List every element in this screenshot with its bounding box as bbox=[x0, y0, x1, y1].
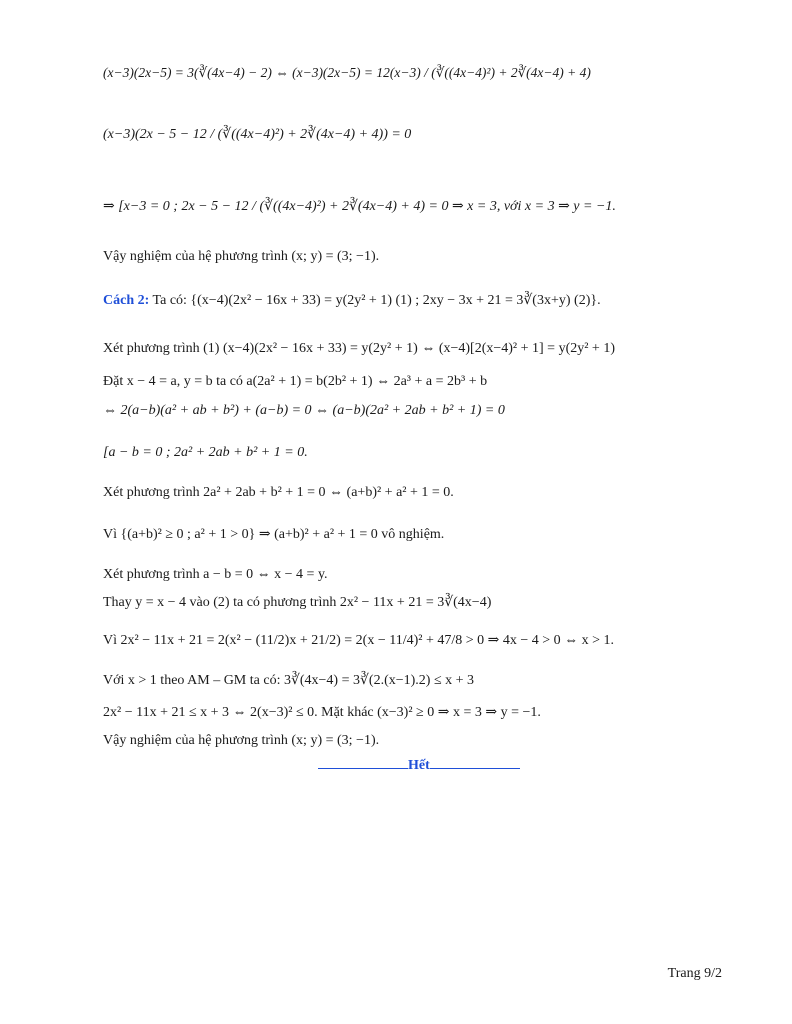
positivity-line: Vì 2x² − 11x + 21 = 2(x² − (11/2)x + 21/2) = 2(x − 11/4)² + 47/8 > 0 ⇒ 4x − 4 > 0 ⇔ x > 1. bbox=[103, 633, 615, 648]
no-solution-line: Vì {(a+b)² ≥ 0 ; a² + 1 > 0} ⇒ (a+b)² + a² + 1 = 0 vô nghiệm. bbox=[103, 527, 445, 542]
method-2-system: Ta có: {(x−4)(2x² − 16x + 33) = y(2y² + 1) (1) ; 2xy − 3x + 21 = 3∛(3x+y) (2)}. bbox=[152, 293, 601, 308]
am-gm-line: Với x > 1 theo AM – GM ta có: 3∛(4x−4) = 3∛(2.(x−1).2) ≤ x + 3 bbox=[103, 673, 475, 688]
method-2-label: Cách 2: bbox=[103, 293, 150, 308]
substitute-y-line: Thay y = x − 4 vào (2) ta có phương trình 2x² − 11x + 21 = 3∛(4x−4) bbox=[103, 595, 492, 610]
equation-line-6: Xét phương trình 2a² + 2ab + b² + 1 = 0 ⇔ (a+b)² + a² + 1 = 0. bbox=[103, 485, 454, 500]
equation-line-4: Xét phương trình (1) (x−4)(2x² − 16x + 33) = y(2y² + 1) ⇔ (x−4)[2(x−4)² + 1] = y(2y² + 1) bbox=[103, 341, 615, 356]
end-rule-right bbox=[430, 768, 520, 769]
case-split: [a − b = 0 ; 2a² + 2ab + b² + 1 = 0. bbox=[103, 445, 308, 460]
equation-line-3: ⇒ [x−3 = 0 ; 2x − 5 − 12 / (∛((4x−4)²) + 2∛(4x−4) + 4) = 0 ⇒ x = 3, với x = 3 ⇒ y = −1. bbox=[103, 199, 616, 214]
equation-line-5: ⇔ 2(a−b)(a² + ab + b²) + (a−b) = 0 ⇔ (a−b)(2a² + 2ab + b² + 1) = 0 bbox=[103, 403, 505, 418]
end-label: Hết bbox=[408, 758, 430, 773]
end-marker bbox=[318, 758, 520, 774]
end-rule-left bbox=[318, 768, 408, 769]
conclusion-line-1: Vậy nghiệm của hệ phương trình (x; y) = (3; −1). bbox=[103, 249, 380, 264]
conclusion-line-2: Vậy nghiệm của hệ phương trình (x; y) = (3; −1). bbox=[103, 733, 380, 748]
equation-line-7: Xét phương trình a − b = 0 ⇔ x − 4 = y. bbox=[103, 567, 328, 582]
equation-line-1: (x−3)(2x−5) = 3(∛(4x−4) − 2) ⇔ (x−3)(2x−5) = 12(x−3) / (∛((4x−4)²) + 2∛(4x−4) + 4) bbox=[103, 65, 591, 80]
inequality-line: 2x² − 11x + 21 ≤ x + 3 ⇔ 2(x−3)² ≤ 0. Mặt khác (x−3)² ≥ 0 ⇒ x = 3 ⇒ y = −1. bbox=[103, 705, 541, 720]
page-number: Trang 9/2 bbox=[667, 966, 722, 981]
method-2-line bbox=[103, 294, 601, 308]
equation-line-2: (x−3)(2x − 5 − 12 / (∛((4x−4)²) + 2∛(4x−4) + 4)) = 0 bbox=[103, 127, 412, 142]
substitution-line: Đặt x − 4 = a, y = b ta có a(2a² + 1) = b(2b² + 1) ⇔ 2a³ + a = 2b³ + b bbox=[103, 374, 488, 389]
